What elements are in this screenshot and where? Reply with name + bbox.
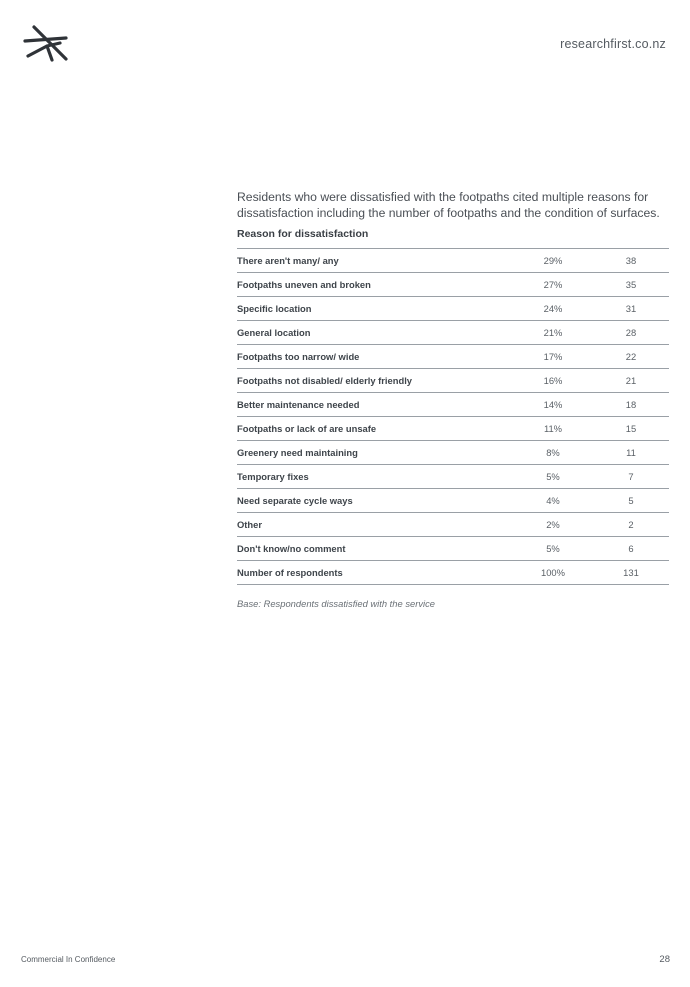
percent-cell: 29% [513,249,593,273]
reason-cell: Footpaths too narrow/ wide [237,345,513,369]
percent-cell: 100% [513,561,593,585]
percent-cell: 5% [513,465,593,489]
reason-cell: Don't know/no comment [237,537,513,561]
percent-cell: 5% [513,537,593,561]
reason-cell: Greenery need maintaining [237,441,513,465]
percent-cell: 14% [513,393,593,417]
intro-paragraph: Residents who were dissatisfied with the footpaths cited multiple reasons for dissatisfaction including the number of footpaths and the condition of surfaces. [237,190,660,221]
reason-cell: General location [237,321,513,345]
reason-cell: Temporary fixes [237,465,513,489]
count-cell: 5 [593,489,669,513]
table-row [237,297,669,321]
count-cell: 28 [593,321,669,345]
percent-cell: 27% [513,273,593,297]
table-row [237,393,669,417]
table-row [237,249,669,273]
count-cell: 38 [593,249,669,273]
reason-cell: Number of respondents [237,561,513,585]
base-note: Base: Respondents dissatisfied with the service [237,598,436,609]
table-row [237,417,669,441]
page-number: 28 [659,954,670,965]
table-row [237,345,669,369]
confidentiality-label: Commercial In Confidence [21,955,116,964]
percent-cell: 24% [513,297,593,321]
reason-cell: Need separate cycle ways [237,489,513,513]
count-cell: 7 [593,465,669,489]
research-first-logo-icon [22,24,68,64]
table-row [237,465,669,489]
reason-cell: Other [237,513,513,537]
reason-cell: There aren't many/ any [237,249,513,273]
table-row [237,489,669,513]
count-cell: 18 [593,393,669,417]
table-row [237,561,669,585]
percent-cell: 17% [513,345,593,369]
percent-cell: 4% [513,489,593,513]
reason-cell: Better maintenance needed [237,393,513,417]
table-row [237,369,669,393]
website-url: researchfirst.co.nz [560,37,666,51]
percent-cell: 11% [513,417,593,441]
table-row [237,273,669,297]
table-row [237,513,669,537]
count-cell: 31 [593,297,669,321]
count-cell: 11 [593,441,669,465]
reason-cell: Footpaths uneven and broken [237,273,513,297]
count-cell: 131 [593,561,669,585]
percent-cell: 2% [513,513,593,537]
count-cell: 6 [593,537,669,561]
dissatisfaction-table [237,248,669,585]
count-cell: 22 [593,345,669,369]
table-title: Reason for dissatisfaction [237,228,369,240]
percent-cell: 21% [513,321,593,345]
reason-cell: Specific location [237,297,513,321]
count-cell: 15 [593,417,669,441]
table-row [237,321,669,345]
percent-cell: 8% [513,441,593,465]
count-cell: 2 [593,513,669,537]
reason-cell: Footpaths not disabled/ elderly friendly [237,369,513,393]
percent-cell: 16% [513,369,593,393]
count-cell: 21 [593,369,669,393]
reason-cell: Footpaths or lack of are unsafe [237,417,513,441]
table-row [237,441,669,465]
count-cell: 35 [593,273,669,297]
table-row [237,537,669,561]
